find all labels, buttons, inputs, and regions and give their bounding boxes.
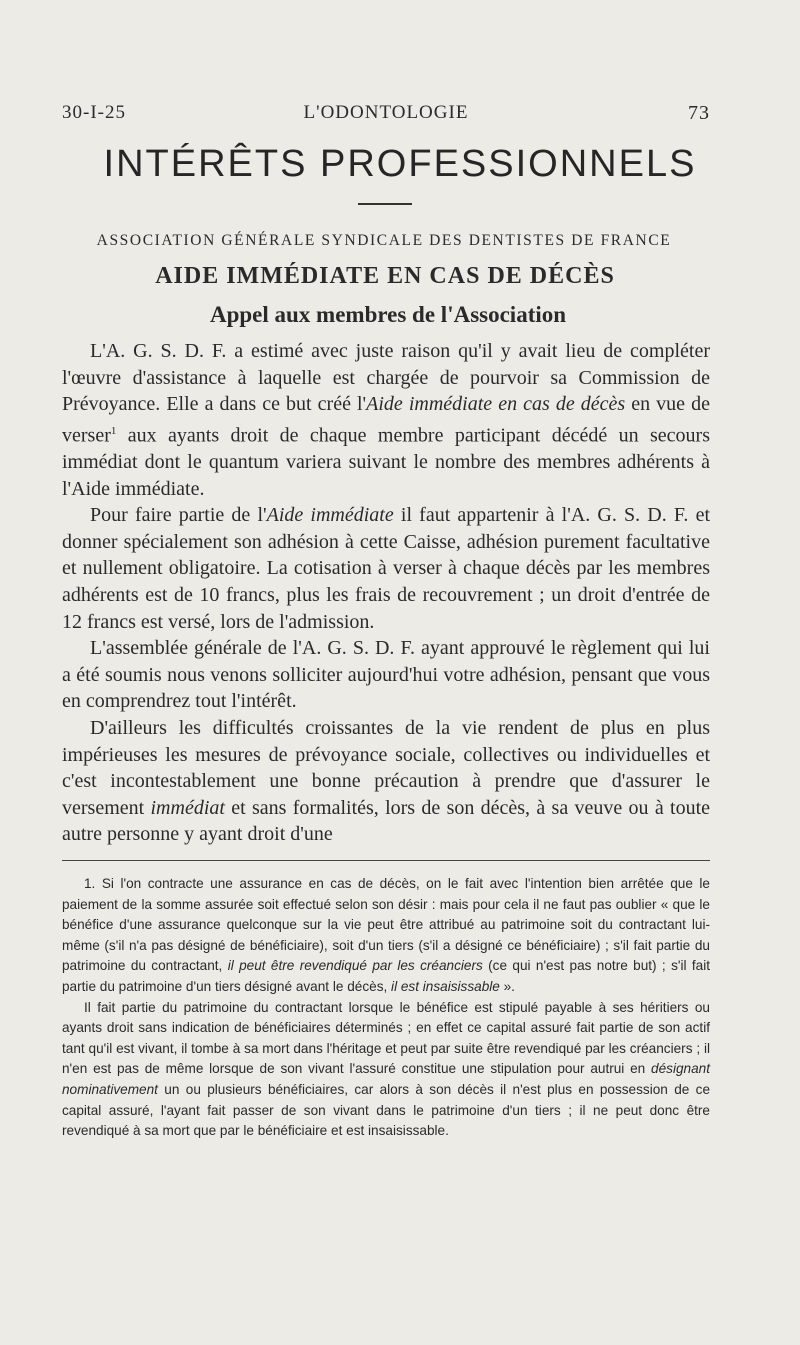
paragraph-1: L'A. G. S. D. F. a estimé avec juste raison qu'il y avait lieu de compléter l'œuvre d'assistance à laquelle est chargée de pourvoir sa Commission de Prévoyance. Elle a dans ce but créé l'Aide immédiate en cas de décès en vue de verser$^1$ aux ayants droit de chaque membre participant décédé un secours immédiat dont le quantum variera suivant le nombre des membres adhérents à l'Aide immédiate. <box>62 340 710 500</box>
footnote-2: Il fait partie du patrimoine du contractant lorsque le bénéfice est stipulé payable à ses héritiers ou ayants droit sans indication de bénéficiaires déterminés ; en effet ce capital assuré fait partie de son actif tant qu'il est vivant, il tombe à sa mort dans l'héritage et peut par suite être revendiqué par les créanciers ; il n'en est pas de même lorsque de son vivant l'assuré constitue une stipulation pour autrui en désignant nominativement un ou plusieurs bénéficiaires, car alors à son décès il n'est plus en possession de ce capital assuré, l'ayant fait passer de son vivant dans le patrimoine d'un tiers ; il ne peut donc être revendiqué à sa mort que par le bénéficiaire et est insaisissable. <box>62 999 710 1139</box>
footnote-1: 1. Si l'on contracte une assurance en cas de décès, on le fait avec l'intention bien arrêtée que le paiement de la somme assurée soit effectué selon son désir : mais pour cela il ne faut pas oublier « que le bénéfice d'une assurance quelconque sur la vie peut être attribué au patrimoine soit du contractant lui-même (s'il n'a pas désigné de bénéficiaire), soit d'un tiers (s'il a désigné ce bénéficiaire) ; s'il fait partie du patrimoine du contractant, il peut être revendiqué par les créanciers (ce qui n'est pas notre but) ; s'il fait partie du patrimoine d'un tiers désigné avant le décès, il est insaisissable ». <box>62 876 710 994</box>
journal-title: L'ODONTOLOGIE <box>303 102 469 123</box>
footnotes <box>62 874 710 1142</box>
page-number: 73 <box>688 102 710 124</box>
footnote-rule <box>62 860 710 861</box>
paragraph-3: L'assemblée générale de l'A. G. S. D. F. ayant approuvé le règlement qui lui a été soumis nous venons solliciter aujourd'hui votre adhésion, pensant que vous en comprendrez tout l'intérêt. <box>62 637 710 713</box>
article-body <box>62 338 710 848</box>
article-headline: AIDE IMMÉDIATE EN CAS DE DÉCÈS <box>155 263 615 289</box>
association-name: ASSOCIATION GÉNÉRALE SYNDICALE DES DENTISTES DE FRANCE <box>96 232 672 249</box>
section-title: INTÉRÊTS PROFESSIONNELS <box>103 143 697 185</box>
title-rule <box>358 203 412 205</box>
paragraph-4: D'ailleurs les difficultés croissantes de la vie rendent de plus en plus impérieuses les mesures de prévoyance sociale, collectives ou individuelles et c'est incontestablement une bonne précaution à prendre que d'assurer le versement immédiat et sans formalités, lors de son décès, à sa veuve ou à toute autre personne y ayant droit d'une <box>62 716 711 846</box>
issue-date: 30-I-25 <box>62 102 126 123</box>
article-subheadline: Appel aux membres de l'Association <box>209 302 567 327</box>
paragraph-2: Pour faire partie de l'Aide immédiate il faut appartenir à l'A. G. S. D. F. et donner spécialement son adhésion à cette Caisse, adhésion purement facultative et nullement obligatoire. La cotisation à verser à chaque décès par les membres adhérents est de 10 francs, plus les frais de recouvrement ; un droit d'entrée de 12 francs est versé, lors de l'admission. <box>62 504 711 633</box>
footnote-marker: 1 <box>110 424 117 437</box>
running-head <box>62 102 710 132</box>
